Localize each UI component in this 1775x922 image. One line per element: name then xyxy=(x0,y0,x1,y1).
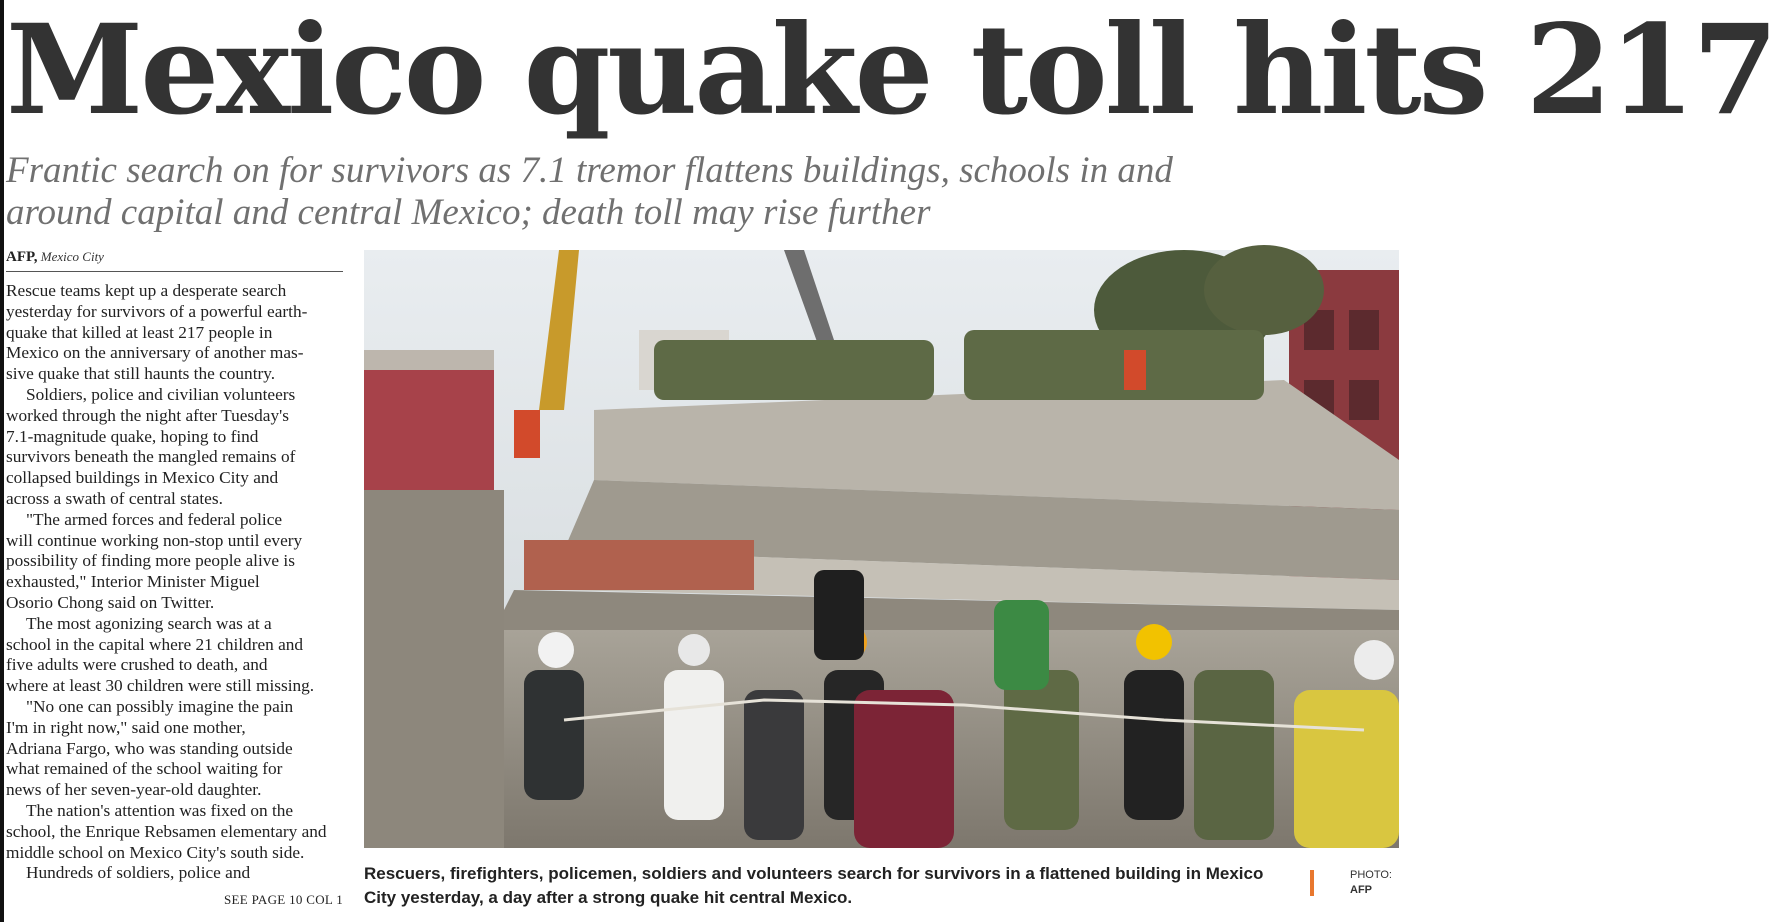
body-line: where at least 30 children were still missing. xyxy=(6,676,315,696)
byline-place: Mexico City xyxy=(40,249,104,264)
body-line: Soldiers, police and civilian volunteers xyxy=(26,384,296,404)
body-line: The nation's attention was fixed on the xyxy=(26,800,294,820)
continued-on-page: SEE PAGE 10 COL 1 xyxy=(224,892,343,907)
body-line: "No one can possibly imagine the pain xyxy=(26,696,294,716)
credit-source: AFP xyxy=(1350,884,1372,896)
body-line: "The armed forces and federal police xyxy=(26,509,283,529)
photo-credit xyxy=(1350,868,1410,898)
body-line: worked through the night after Tuesday's xyxy=(6,405,289,425)
caption-line: City yesterday, a day after a strong quake hit central Mexico. xyxy=(364,888,853,907)
body-line: survivors beneath the mangled remains of xyxy=(6,447,296,467)
deck-line: around capital and central Mexico; death toll may rise further xyxy=(6,192,931,233)
deck xyxy=(6,150,1406,234)
article-body xyxy=(6,281,346,884)
caption-line: Rescuers, firefighters, policemen, soldiers and volunteers search for survivors in a flattened building in Mexico xyxy=(364,864,1264,883)
body-line: Adriana Fargo, who was standing outside xyxy=(6,738,293,758)
body-line: Osorio Chong said on Twitter. xyxy=(6,592,215,612)
page-edge-rule xyxy=(0,0,4,922)
deck-line: Frantic search on for survivors as 7.1 tremor flattens buildings, schools in and xyxy=(6,150,1173,191)
body-line: The most agonizing search was at a xyxy=(26,613,272,633)
body-line: collapsed buildings in Mexico City and xyxy=(6,468,279,488)
body-line: possibility of finding more people alive is xyxy=(6,551,295,571)
byline xyxy=(6,247,343,272)
headline: Mexico quake toll hits 217 xyxy=(6,0,1775,143)
body-line: five adults were crushed to death, and xyxy=(6,655,268,675)
body-line: I'm in right now," said one mother, xyxy=(6,717,246,737)
body-line: across a swath of central states. xyxy=(6,488,223,508)
photo-caption xyxy=(364,862,1294,910)
body-line: what remained of the school waiting for xyxy=(6,759,283,779)
body-line: news of her seven-year-old daughter. xyxy=(6,780,262,800)
news-photo xyxy=(364,250,1399,848)
body-line: exhausted," Interior Minister Miguel xyxy=(6,572,260,592)
body-line: will continue working non-stop until every xyxy=(6,530,303,550)
body-line: yesterday for survivors of a powerful earth- xyxy=(6,301,308,321)
credit-label: PHOTO: xyxy=(1350,869,1392,881)
body-line: sive quake that still haunts the country. xyxy=(6,364,276,384)
body-line: school in the capital where 21 children and xyxy=(6,634,304,654)
body-line: Mexico on the anniversary of another mas- xyxy=(6,343,304,363)
body-line: school, the Enrique Rebsamen elementary and xyxy=(6,821,327,841)
credit-accent-bar xyxy=(1310,870,1314,896)
body-line: Hundreds of soldiers, police and xyxy=(26,863,251,883)
byline-agency: AFP, xyxy=(6,249,38,265)
body-line: 7.1-magnitude quake, hoping to find xyxy=(6,426,259,446)
body-line: middle school on Mexico City's south side. xyxy=(6,842,305,862)
body-line: quake that killed at least 217 people in xyxy=(6,322,273,342)
body-line: Rescue teams kept up a desperate search xyxy=(6,281,287,300)
